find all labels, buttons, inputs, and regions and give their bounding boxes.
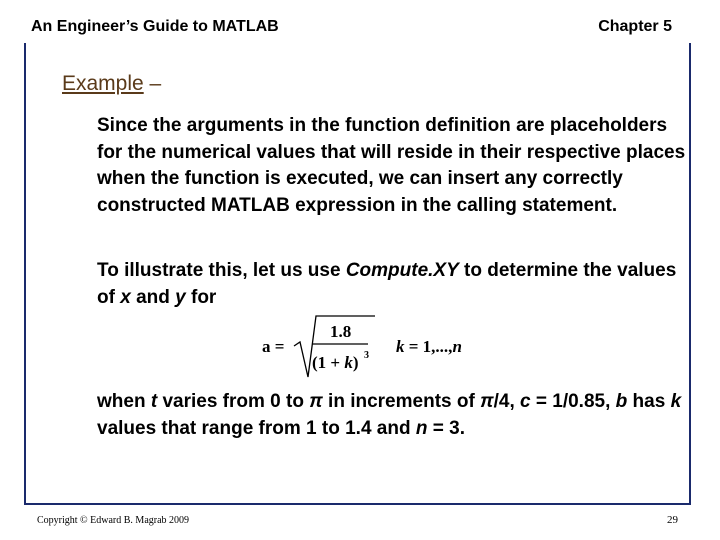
p3-pi-1: π bbox=[309, 391, 323, 412]
p3-text-3: in increments of bbox=[322, 391, 481, 412]
paragraph-3 bbox=[97, 389, 697, 442]
p3-text-1: when bbox=[97, 391, 151, 412]
formula bbox=[258, 313, 498, 383]
formula-denominator: (1 + k) bbox=[312, 353, 359, 372]
p3-var-c: c bbox=[520, 391, 531, 412]
p2-function-name: Compute.XY bbox=[345, 260, 459, 281]
p3-var-n: n bbox=[415, 417, 428, 439]
footer-copyright: Copyright © Edward B. Magrab 2009 bbox=[37, 515, 190, 526]
title-dash: – bbox=[143, 72, 162, 95]
p2-text-1: To illustrate this, let us use bbox=[97, 260, 346, 281]
p2-var-y: y bbox=[175, 286, 186, 308]
header-chapter: Chapter 5 bbox=[598, 18, 672, 35]
p3-text-2: varies from 0 to bbox=[157, 391, 310, 412]
formula-exponent: 3 bbox=[364, 350, 369, 361]
p2-text-3: and bbox=[130, 286, 176, 308]
p3-text-5: = 1/0.85, bbox=[530, 391, 616, 412]
p3-text-4: /4, bbox=[493, 391, 521, 412]
slide-title bbox=[62, 72, 161, 96]
p3-text-6: has bbox=[627, 391, 671, 412]
p3-text-7: values that range from 1 to 1.4 and bbox=[97, 417, 416, 439]
formula-numerator: 1.8 bbox=[330, 322, 352, 341]
p3-text-8: = 3. bbox=[427, 417, 465, 439]
p2-var-x: x bbox=[120, 286, 131, 308]
p3-var-b: b bbox=[615, 391, 628, 412]
paragraph-1: Since the arguments in the function definition are placeholders for the numerical values that will reside in their respective places when the function is executed, we can insert any correctly constructed MATLAB expression in the calling statement. bbox=[97, 115, 686, 216]
p2-text-4: for bbox=[185, 286, 217, 308]
p3-var-t: t bbox=[150, 391, 158, 412]
formula-lhs: a = bbox=[262, 337, 285, 356]
p3-pi-2: π bbox=[480, 391, 494, 412]
p3-var-k: k bbox=[670, 391, 682, 412]
page-number: 29 bbox=[667, 514, 678, 526]
p2-text-2: to determine the values of bbox=[97, 260, 677, 308]
formula-range: k = 1,...,n bbox=[396, 337, 462, 356]
header-left-title: An Engineer’s Guide to MATLAB bbox=[31, 18, 279, 35]
title-word: Example bbox=[62, 72, 144, 95]
paragraph-2 bbox=[97, 258, 697, 311]
